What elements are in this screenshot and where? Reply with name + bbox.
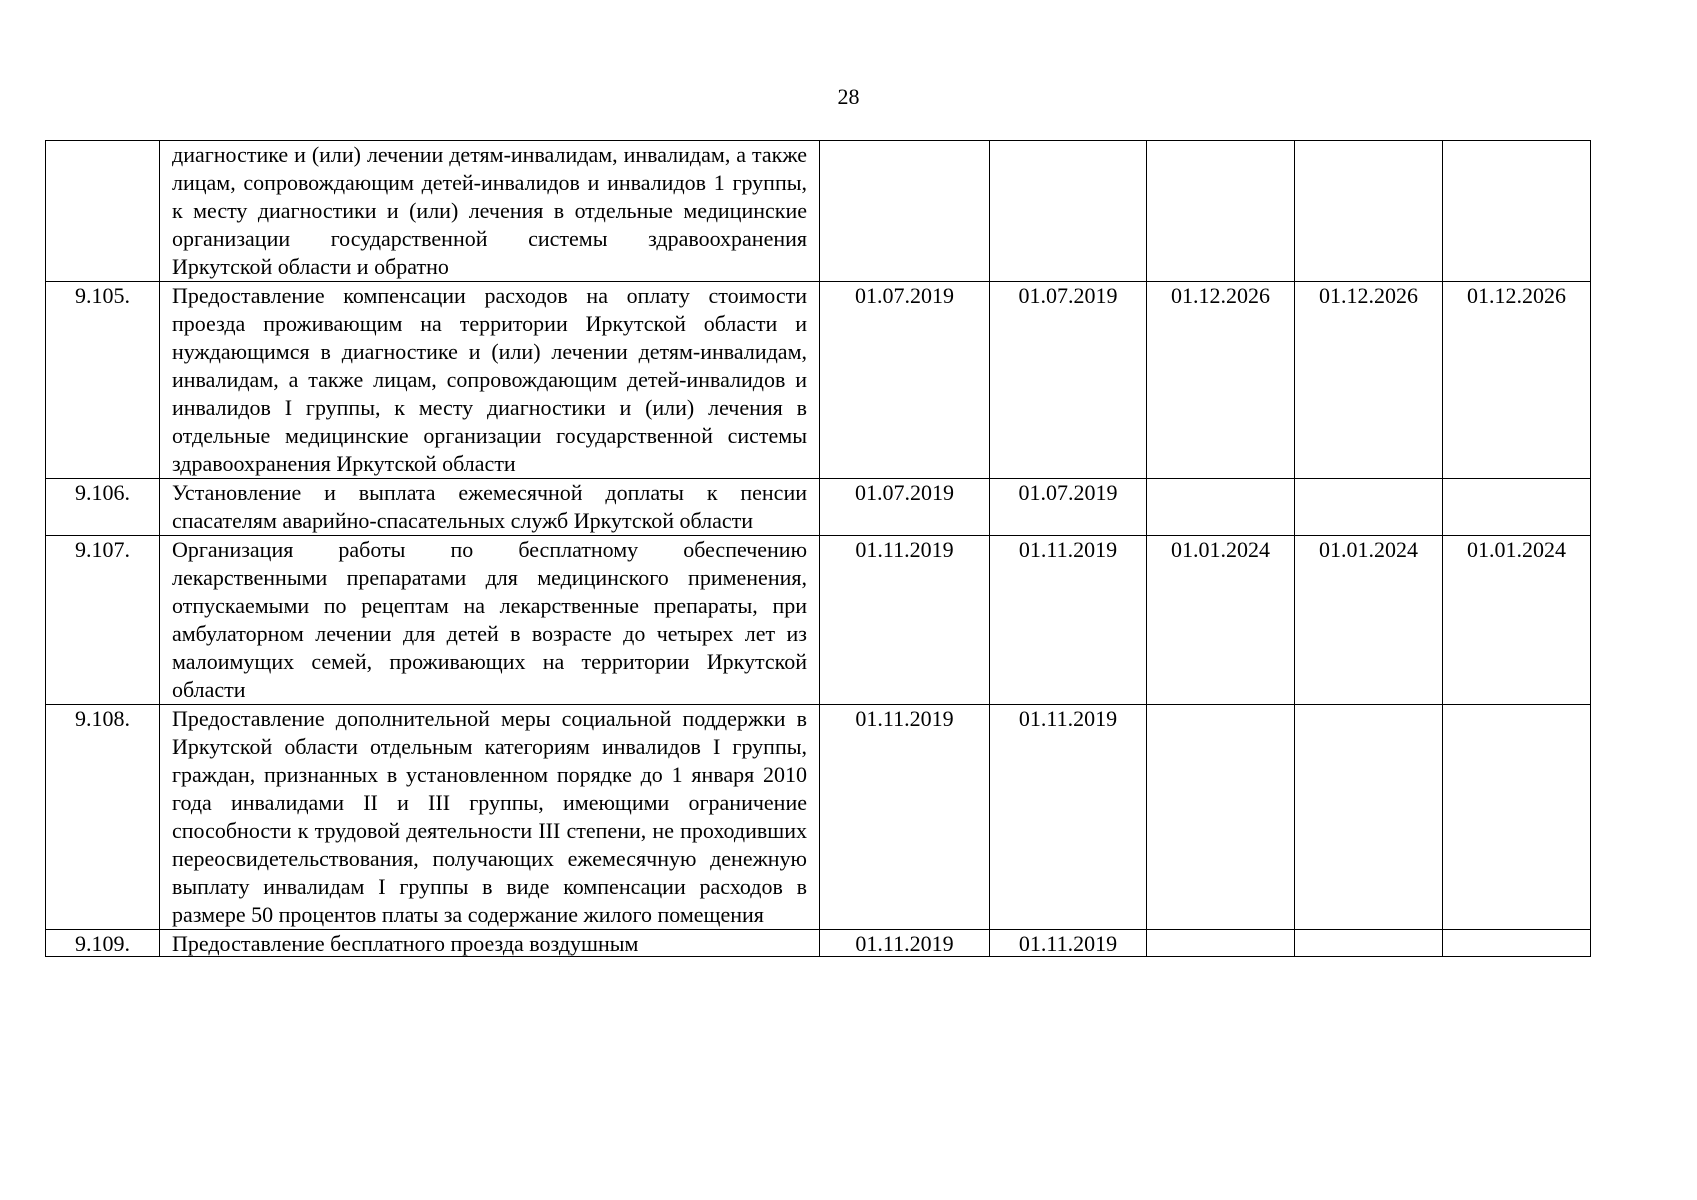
- date-cell-4: 01.01.2024: [1295, 536, 1443, 705]
- date-cell-4: [1295, 141, 1443, 282]
- row-number: 9.106.: [46, 479, 160, 536]
- date-text-3: [1151, 930, 1290, 956]
- date-cell-2: 01.07.2019: [990, 282, 1147, 479]
- row-description: Предоставление дополнительной меры социальной поддержки в Иркутской области отдельным категориям инвалидов I группы, граждан, признанных в установленном порядке до 1 января 2010 года инвалидами II и III группы, имеющими ограничение способности к трудовой деятельности III степени, не проходивших переосвидетельствования, получающих ежемесячную денежную выплату инвалидам I группы в виде компенсации расходов в размере 50 процентов платы за содержание жилого помещения: [160, 705, 820, 930]
- row-description: [160, 930, 820, 957]
- date-cell-2: [990, 141, 1147, 282]
- date-cell-5: [1443, 141, 1591, 282]
- date-cell-3: [1147, 930, 1295, 957]
- table-row: [46, 479, 1591, 536]
- row-number-text: 9.109.: [75, 931, 130, 956]
- date-cell-1: 01.11.2019: [820, 536, 990, 705]
- date-cell-4: [1295, 930, 1443, 957]
- row-number: 9.108.: [46, 705, 160, 930]
- table-row: [46, 705, 1591, 930]
- date-cell-3: [1147, 705, 1295, 930]
- date-cell-5: 01.01.2024: [1443, 536, 1591, 705]
- date-cell-1: [820, 141, 990, 282]
- date-cell-5: 01.12.2026: [1443, 282, 1591, 479]
- row-description: диагностике и (или) лечении детям-инвалидам, инвалидам, а также лицам, сопровождающим детей-инвалидов и инвалидов 1 группы, к месту диагностики и (или) лечения в отдельные медицинские организации государственной системы здравоохранения Иркутской области и обратно: [160, 141, 820, 282]
- date-text-2: 01.11.2019: [1018, 931, 1118, 956]
- table-row: [46, 536, 1591, 705]
- row-description: Организация работы по бесплатному обеспечению лекарственными препаратами для медицинского применения, отпускаемыми по рецептам на лекарственные препараты, при амбулаторном лечении для детей в возрасте до четырех лет из малоимущих семей, проживающих на территории Иркутской области: [160, 536, 820, 705]
- date-cell-2: 01.11.2019: [990, 705, 1147, 930]
- date-cell-3: 01.12.2026: [1147, 282, 1295, 479]
- date-text-4: [1299, 930, 1438, 956]
- date-cell-3: [1147, 479, 1295, 536]
- date-text-1: 01.11.2019: [855, 931, 954, 956]
- date-cell-5: [1443, 705, 1591, 930]
- date-cell-3: 01.01.2024: [1147, 536, 1295, 705]
- date-cell-1: 01.07.2019: [820, 282, 990, 479]
- row-description: Установление и выплата ежемесячной доплаты к пенсии спасателям аварийно-спасательных служб Иркутской области: [160, 479, 820, 536]
- date-cell-5: [1443, 930, 1591, 957]
- page-number: 28: [837, 84, 860, 109]
- row-number: [46, 141, 160, 282]
- table-row: [46, 930, 1591, 957]
- measures-table: [45, 140, 1591, 957]
- date-cell-3: [1147, 141, 1295, 282]
- date-cell-2: [990, 930, 1147, 957]
- date-cell-4: 01.12.2026: [1295, 282, 1443, 479]
- table-row: [46, 282, 1591, 479]
- row-description: Предоставление компенсации расходов на оплату стоимости проезда проживающим на территории Иркутской области и нуждающимся в диагностике и (или) лечении детям-инвалидам, инвалидам, а также лицам, сопровождающим детей-инвалидов и инвалидов I группы, к месту диагностики и (или) лечения в отдельные медицинские организации государственной системы здравоохранения Иркутской области: [160, 282, 820, 479]
- date-cell-1: 01.11.2019: [820, 705, 990, 930]
- row-number: 9.107.: [46, 536, 160, 705]
- row-description-text: Предоставление бесплатного проезда воздушным: [172, 931, 639, 956]
- date-cell-2: 01.07.2019: [990, 479, 1147, 536]
- row-number: 9.105.: [46, 282, 160, 479]
- date-cell-2: 01.11.2019: [990, 536, 1147, 705]
- table-row: [46, 141, 1591, 282]
- row-number: [46, 930, 160, 957]
- date-cell-4: [1295, 479, 1443, 536]
- date-text-5: [1447, 930, 1586, 956]
- date-cell-1: [820, 930, 990, 957]
- date-cell-1: 01.07.2019: [820, 479, 990, 536]
- date-cell-4: [1295, 705, 1443, 930]
- date-cell-5: [1443, 479, 1591, 536]
